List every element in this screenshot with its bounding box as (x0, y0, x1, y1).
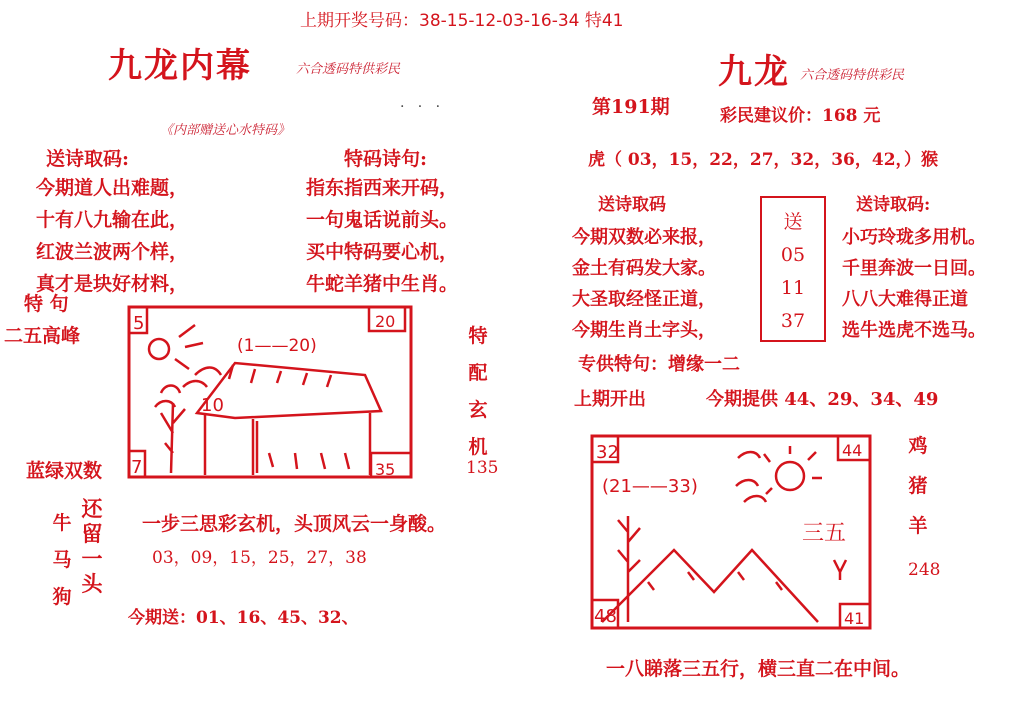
special-verse: 专供特句：增缘一二 (578, 354, 740, 375)
right-title: 九龙 (718, 52, 790, 92)
last-draw-line: 上期开奖号码：38-15-12-03-16-34 特41 (300, 11, 624, 31)
left-sketch-tl: 5 (133, 313, 145, 334)
right-sketch-tr: 44 (842, 441, 863, 460)
issue-number: 第191期 (592, 96, 670, 118)
right-sketch-tl: 32 (596, 442, 619, 463)
left-sketch (125, 303, 425, 483)
left-sketch-br: 35 (375, 460, 396, 479)
two-five-peak: 二五高峰 (4, 325, 81, 347)
num-248: 248 (908, 560, 941, 580)
left-sketch-range: (1——20) (237, 336, 317, 356)
right-poem-right: 小巧玲珑多用机。 千里奔波一日回。 八八大难得正道 选牛选虎不选马。 (842, 227, 986, 341)
left-sketch-bl: 7 (131, 457, 143, 478)
left-subtitle: 《内部赠送心水特码》 (160, 123, 291, 138)
poem-line: 十有八九输在此， (36, 209, 189, 231)
left-stay: 还 留 一 头 (81, 496, 103, 596)
blue-green-even: 蓝绿双数 (26, 460, 103, 482)
right-sketch-br: 41 (844, 609, 865, 628)
special-line: 牛蛇羊猪中生肖。 (306, 273, 459, 295)
left-title-sub: 六合透码特供彩民 (296, 62, 401, 77)
provide-numbers: 今期提供 44、29、34、49 (706, 389, 939, 410)
dots: . . . (400, 95, 441, 111)
left-sketch-ten: 10 (201, 395, 224, 416)
special-line: 指东指西来开码， (306, 177, 459, 199)
poem-line: 真才是块好材料， (36, 273, 189, 295)
right-sketch (588, 432, 876, 632)
right-poem-label-right: 送诗取码: (856, 195, 931, 215)
right-title-sub: 六合透码特供彩民 (800, 68, 905, 83)
left-sketch-tr: 20 (375, 312, 396, 331)
special-line: 一句鬼话说前头。 (306, 209, 459, 231)
tiger-line: 虎（ 03，15，22，27，32，36，42，）猴 (588, 150, 939, 170)
price: 彩民建议价：168 元 (720, 106, 881, 126)
right-animals: 鸡 猪 羊 (908, 435, 928, 537)
right-poem-left: 今期双数必来报， 金土有码发大家。 大圣取经怪正道， 今期生肖土字头， (572, 227, 716, 341)
left-poem (36, 172, 188, 300)
left-title: 九龙内幕 (108, 46, 252, 86)
vertical-right-text: 特 配 玄 机 (468, 325, 488, 458)
send-box: 送 05 11 37 (760, 196, 826, 342)
left-today: 今期送：01、16、45、32、 (128, 608, 359, 628)
right-poem-label-left: 送诗取码 (598, 195, 666, 215)
left-numbers: 03，09，15，25，27，38 (152, 548, 367, 568)
right-sketch-bl: 48 (594, 606, 617, 627)
left-poem-label: 送诗取码: (46, 148, 130, 170)
right-footer: 一八睇落三五行，横三直二在中间。 (606, 658, 911, 680)
last-open: 上期开出 (574, 389, 646, 410)
left-special-label: 特码诗句: (344, 148, 428, 170)
right-sketch-range: (21——33) (602, 476, 698, 497)
left-animals: 牛 马 狗 (52, 512, 72, 608)
num-135: 135 (466, 458, 499, 478)
left-phrase: 一步三思彩玄机，头顶风云一身酸。 (142, 513, 447, 535)
right-sketch-hand: 三五 (802, 521, 847, 546)
left-special (306, 172, 458, 300)
poem-line: 今期道人出难题， (36, 177, 189, 199)
special-line: 买中特码要心机， (306, 241, 459, 263)
poem-line: 红波兰波两个样， (36, 241, 189, 263)
special-verse-label: 特 句 (24, 293, 69, 315)
